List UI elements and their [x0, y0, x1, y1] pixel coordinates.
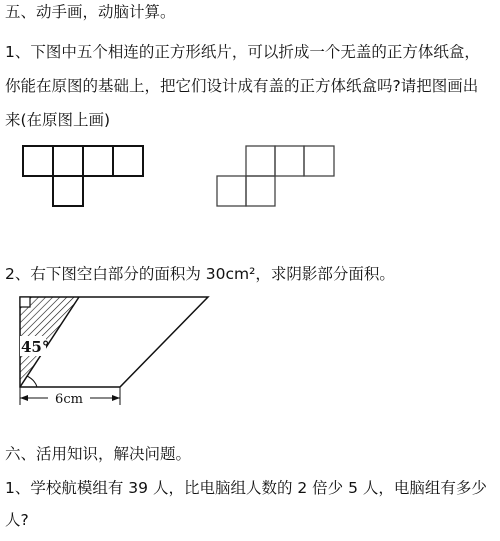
q1-text-line2: 你能在原图的基础上，把它们设计成有盖的正方体纸盒吗?请把图画出 [5, 77, 479, 95]
net1-square-5 [53, 176, 83, 206]
section6-heading: 六、活用知识，解决问题。 [5, 445, 192, 463]
cube-net-figure-1 [22, 145, 144, 207]
q1-text-line3: 来(在原图上画) [5, 111, 111, 129]
angle-arc [27, 376, 37, 387]
net1-square-2 [53, 146, 83, 176]
right-angle-mark [20, 297, 30, 307]
dimension-arrow-left [20, 395, 28, 401]
parallelogram-figure [15, 292, 210, 407]
s6-q1-text-line1: 1、学校航模组有 39 人，比电脑组人数的 2 倍少 5 人，电脑组有多少 [5, 479, 487, 497]
net2-square-4 [275, 146, 304, 176]
net1-square-3 [83, 146, 113, 176]
cube-net-figure-2 [216, 145, 336, 207]
net1-square-4 [113, 146, 143, 176]
q2-text: 2、右下图空白部分的面积为 30cm²，求阴影部分面积。 [5, 265, 395, 283]
net2-square-5 [304, 146, 334, 176]
net2-square-3 [246, 146, 275, 176]
net2-square-2 [246, 176, 275, 206]
net1-square-1 [23, 146, 53, 176]
q1-text-line1: 1、下图中五个相连的正方形纸片，可以折成一个无盖的正方体纸盒， [5, 43, 480, 61]
angle-label: 45° [21, 338, 50, 356]
s6-q1-text-line2: 人? [5, 511, 29, 529]
dimension-arrow-right [112, 395, 120, 401]
section5-heading: 五、动手画，动脑计算。 [5, 3, 176, 21]
base-length-label: 6cm [55, 392, 83, 407]
net2-square-1 [217, 176, 246, 206]
